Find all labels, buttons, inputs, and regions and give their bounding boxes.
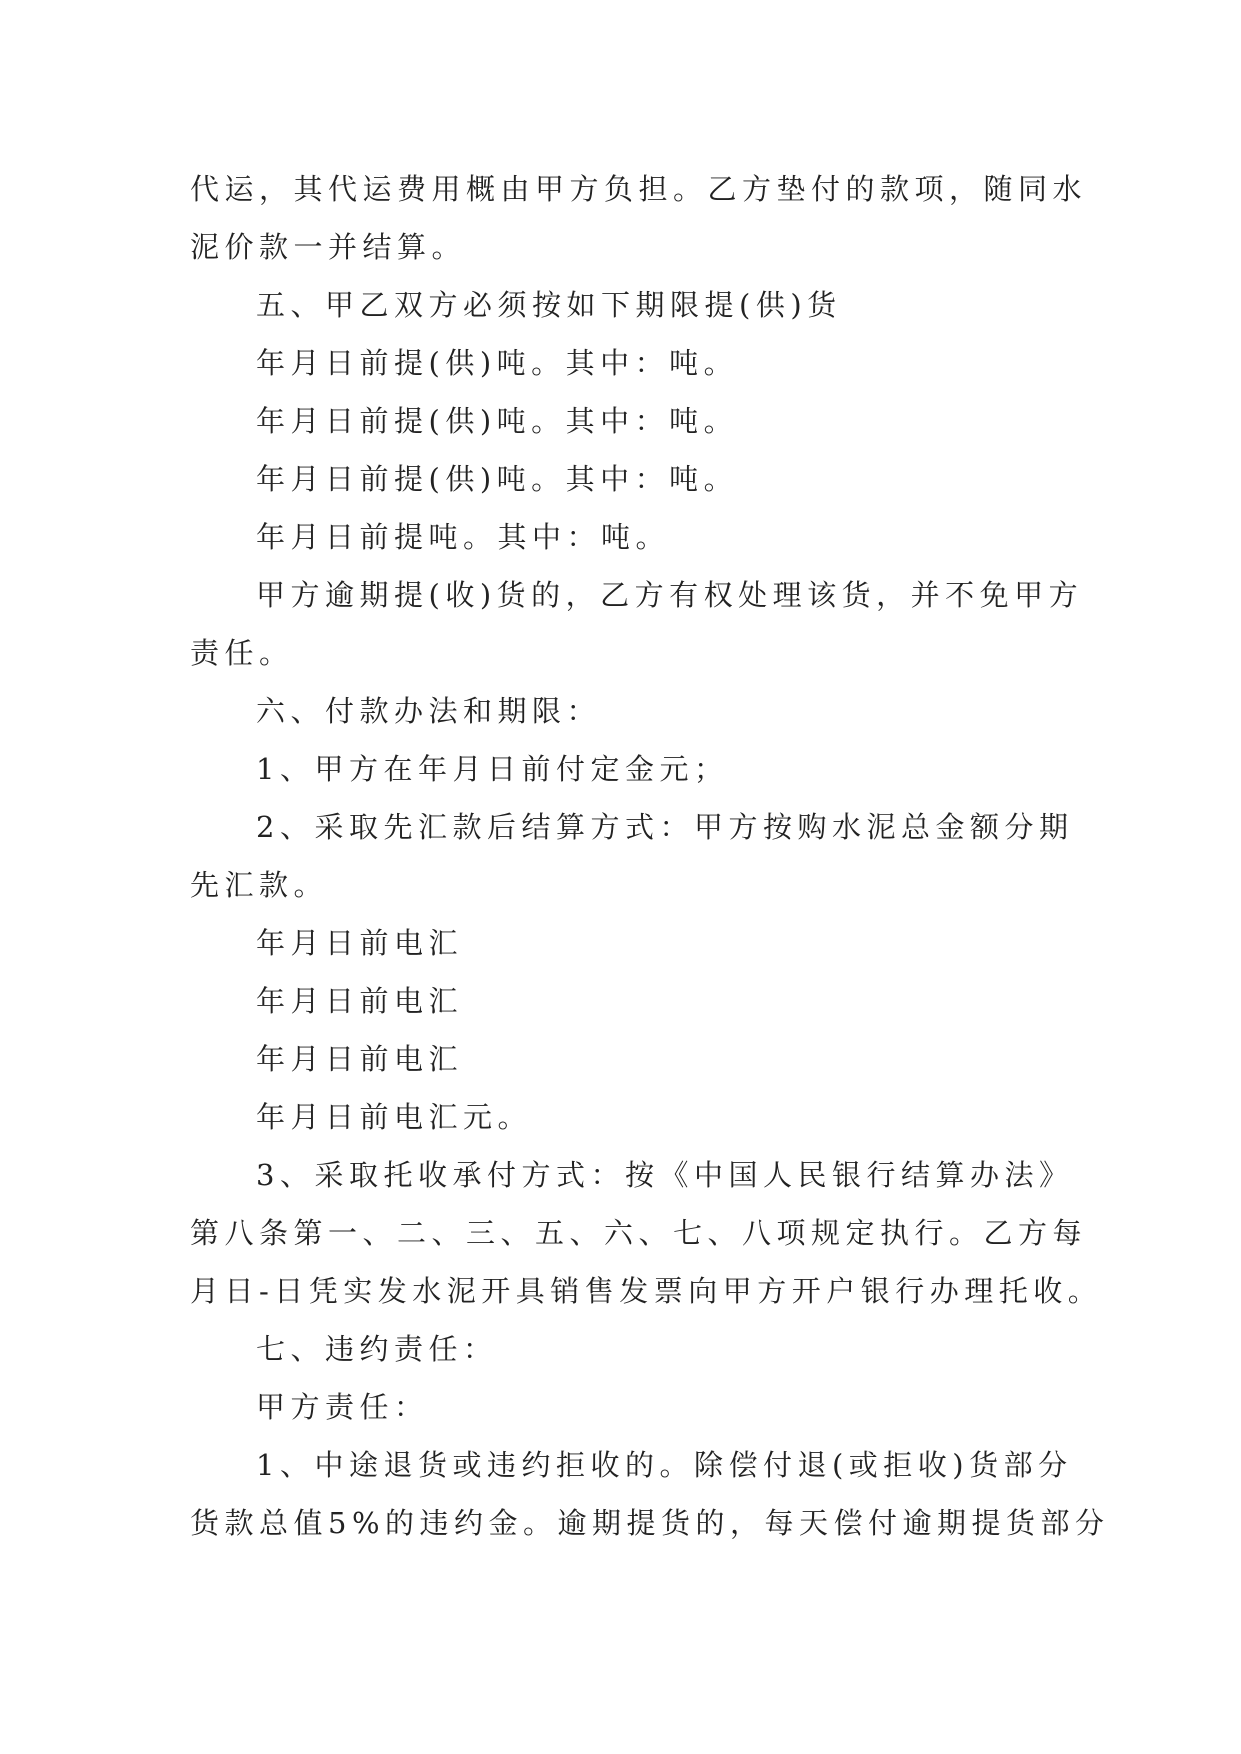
body-line-15: 年月日前电汇 [256, 984, 464, 1018]
body-line-9: 责任。 [190, 636, 294, 670]
body-line-4: 年月日前提(供)吨。其中：吨。 [256, 346, 739, 380]
body-line-17: 年月日前电汇元。 [256, 1100, 533, 1134]
body-line-16: 年月日前电汇 [256, 1042, 464, 1076]
section-heading-7: 七、违约责任： [256, 1332, 498, 1366]
document-page [190, 160, 1110, 1552]
body-line-19: 第八条第一、二、三、五、六、七、八项规定执行。乙方每 [190, 1216, 1088, 1250]
body-line-24: 货款总值5%的违约金。逾期提货的，每天偿付逾期提货部分 [190, 1506, 1110, 1540]
body-line-5: 年月日前提(供)吨。其中：吨。 [256, 404, 739, 438]
section-heading-5: 五、甲乙双方必须按如下期限提(供)货 [256, 288, 842, 322]
body-line-6: 年月日前提(供)吨。其中：吨。 [256, 462, 739, 496]
section-heading-6: 六、付款办法和期限： [256, 694, 602, 728]
body-line-8: 甲方逾期提(收)货的，乙方有权处理该货，并不免甲方 [256, 578, 1084, 612]
body-line-11: 1、甲方在年月日前付定金元； [256, 752, 729, 786]
body-line-13: 先汇款。 [190, 868, 329, 902]
body-line-20: 月日-日凭实发水泥开具销售发票向甲方开户银行办理托收。 [190, 1274, 1103, 1308]
body-line-1: 代运，其代运费用概由甲方负担。乙方垫付的款项，随同水 [190, 172, 1088, 206]
body-line-12: 2、采取先汇款后结算方式：甲方按购水泥总金额分期 [256, 810, 1074, 844]
subheading-party-a: 甲方责任： [256, 1390, 429, 1424]
body-line-23: 1、中途退货或违约拒收的。除偿付退(或拒收)货部分 [256, 1448, 1073, 1482]
body-line-14: 年月日前电汇 [256, 926, 464, 960]
body-line-2: 泥价款一并结算。 [190, 230, 467, 264]
body-line-7: 年月日前提吨。其中：吨。 [256, 520, 671, 554]
body-line-18: 3、采取托收承付方式：按《中国人民银行结算办法》 [256, 1158, 1074, 1192]
